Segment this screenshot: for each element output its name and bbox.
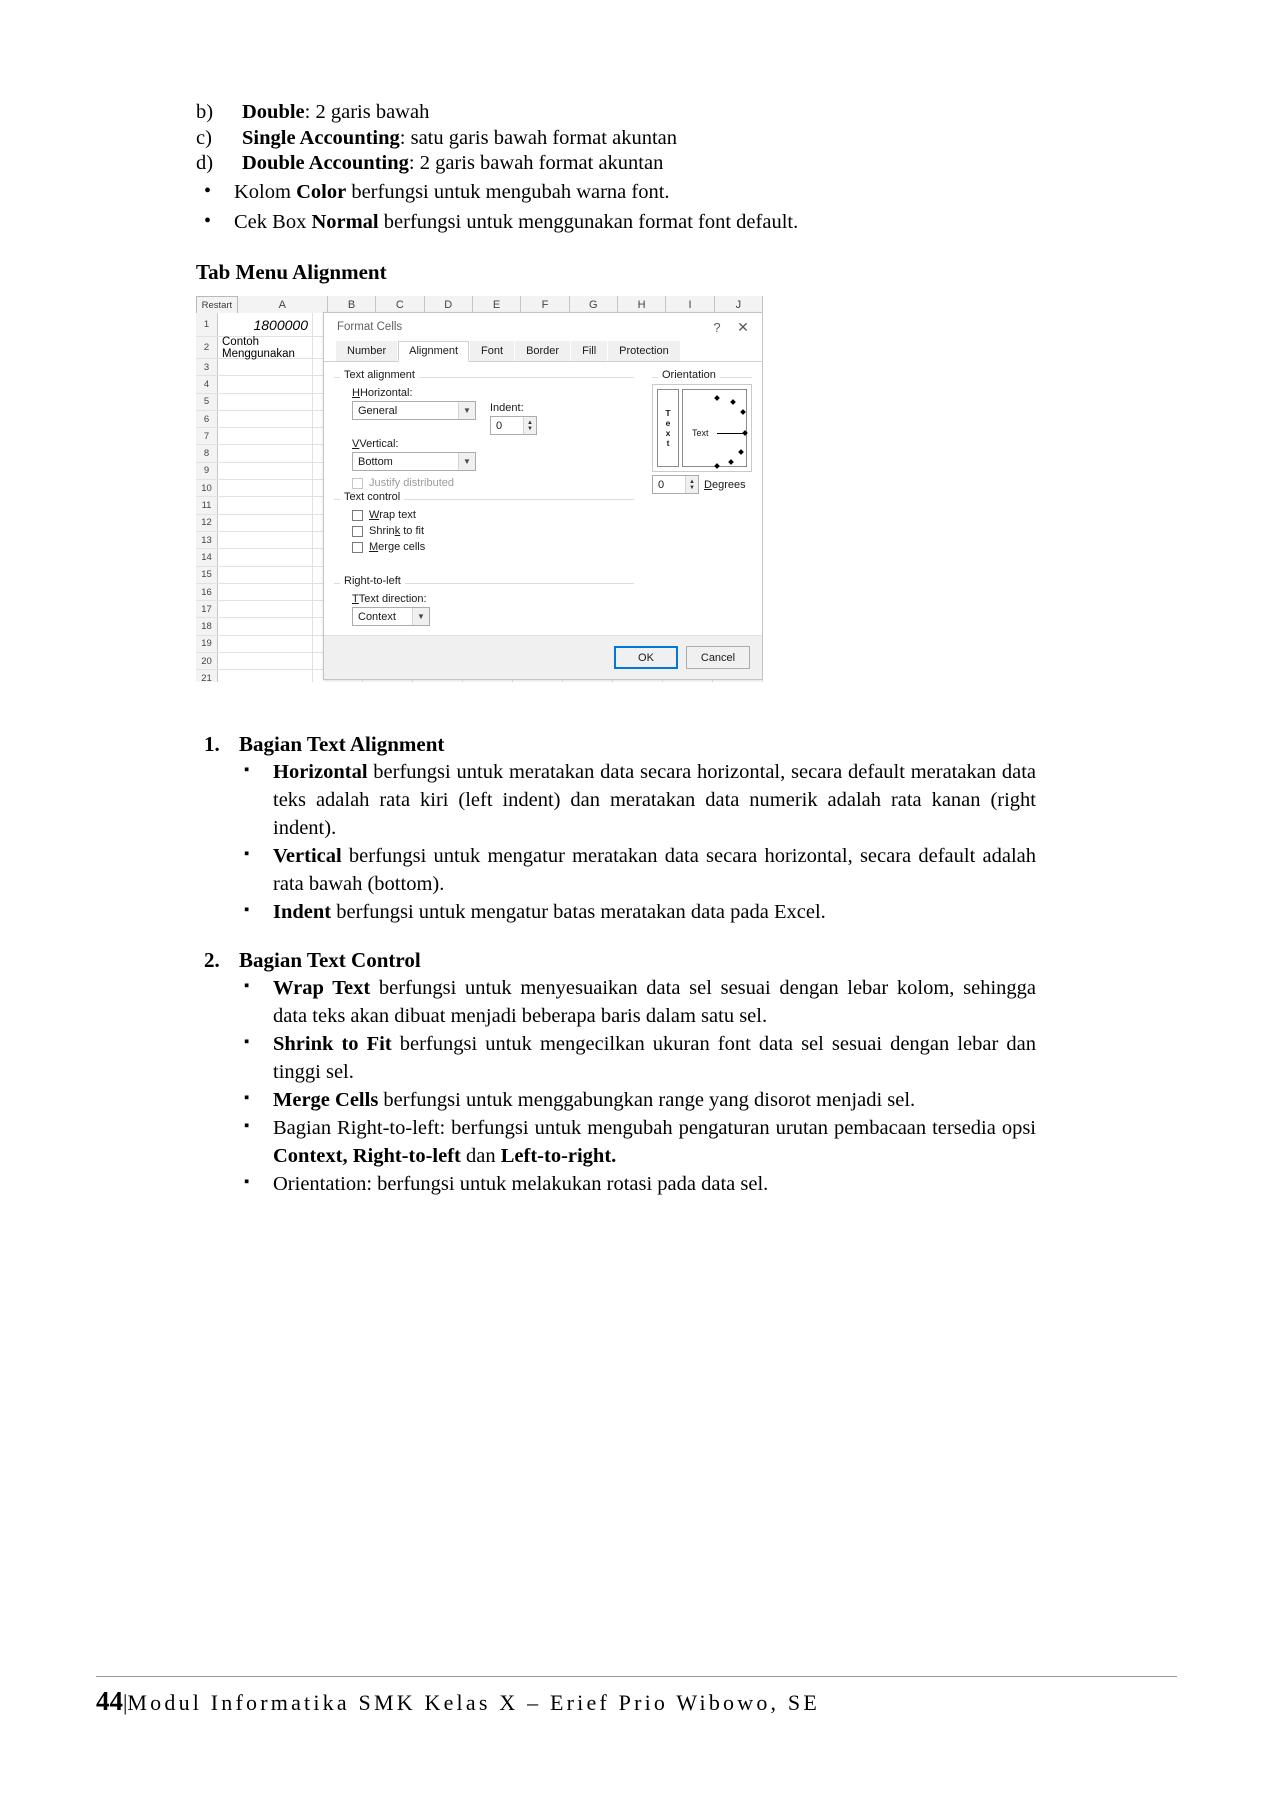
row-header-16[interactable]: 16 [196,584,218,600]
square-marker: ▪ [244,846,250,862]
list-item-bold: Double [242,101,305,123]
text-direction-select[interactable] [352,607,430,626]
item-rest: Bagian Right-to-left: berfungsi untuk mengubah pengaturan urutan pembacaan tersedia opsi [273,1117,1036,1139]
row-header-11[interactable]: 11 [196,497,218,513]
list-item [239,758,1036,842]
bullet-bold: Color [296,180,347,203]
item-bold: Indent [273,901,332,923]
tab-fill[interactable]: Fill [571,341,607,361]
dialog-tab-bar [324,341,762,362]
wrap-text-checkbox[interactable] [352,510,363,521]
cell-a16[interactable] [218,584,313,600]
numbered-section-2 [196,946,1036,1198]
row-header-5[interactable]: 5 [196,394,218,410]
shrink-to-fit-label: Shrink to fit [369,525,425,537]
orientation-group [652,370,752,498]
text-alignment-group [334,370,634,488]
item-bold: Shrink to Fit [273,1033,392,1055]
column-header-row [196,296,763,313]
text-control-group [334,492,634,574]
vertical-text-char-3: x [665,428,671,438]
row-header-14[interactable]: 14 [196,549,218,565]
list-item [239,1030,1036,1086]
item-rest: Orientation: berfungsi untuk melakukan rotasi pada data sel. [273,1173,769,1195]
text-direction-label: TText direction: [352,593,427,605]
square-marker: ▪ [244,1090,250,1106]
cell-a17[interactable] [218,601,313,617]
cell-a21[interactable] [218,670,313,682]
bullet-pre: Cek Box [234,210,312,233]
row-header-3[interactable]: 3 [196,359,218,375]
degrees-value: 0 [658,478,665,491]
item-rest: berfungsi untuk mengecilkan ukuran font data sel sesuai dengan lebar dan tinggi sel. [273,1033,1036,1083]
row-header-20[interactable]: 20 [196,653,218,669]
list-item [239,1114,1036,1170]
row-header-1[interactable]: 1 [196,313,218,336]
list-marker: c) [196,126,212,149]
orientation-group-label: Orientation [658,369,720,381]
section-heading: Tab Menu Alignment [196,259,387,284]
cell-a13[interactable] [218,532,313,548]
dial-marker-dot [742,430,748,436]
vertical-text-char-1: T [665,408,671,418]
dial-marker-dot [714,463,720,469]
dial-needle-icon [717,433,745,434]
tab-border[interactable]: Border [515,341,570,361]
row-header-9[interactable]: 9 [196,463,218,479]
square-marker: ▪ [244,762,250,778]
row-header-21[interactable]: 21 [196,670,218,682]
cell-a5[interactable] [218,394,313,410]
cell-a3[interactable] [218,359,313,375]
cell-a15[interactable] [218,567,313,583]
merge-cells-label: Merge cells [369,541,426,553]
sub-list-alpha [196,100,1041,176]
footer-separator: | [123,1690,128,1715]
chevron-down-icon[interactable]: ▼ [458,402,475,419]
dial-text-label: Text [692,428,709,438]
dial-marker-dot [738,449,744,455]
page-footer [96,1676,1177,1716]
column-header-g[interactable]: G [570,296,618,313]
cell-a9[interactable] [218,463,313,479]
dial-marker-dot [740,409,746,415]
item-bold-2: Context, Right-to-left [273,1145,461,1167]
page-number: 44 [96,1686,123,1716]
list-item [196,126,1041,151]
ok-button[interactable]: OK [614,646,678,669]
cell-a8[interactable] [218,445,313,461]
cell-a20[interactable] [218,653,313,669]
row-header-6[interactable]: 6 [196,411,218,427]
chevron-down-icon[interactable]: ▼ [458,453,475,470]
indent-label: Indent: [490,402,524,414]
list-marker: 2. [204,948,220,972]
item-bold-3: Left-to-right. [500,1145,617,1167]
excel-screenshot [196,296,763,682]
row-header-8[interactable]: 8 [196,445,218,461]
row-header-7[interactable]: 7 [196,428,218,444]
row-header-18[interactable]: 18 [196,618,218,634]
list-item [239,1086,1036,1114]
merge-cells-row[interactable] [352,541,634,553]
format-cells-dialog [323,312,763,680]
cell-a6[interactable] [218,411,313,427]
item-rest-2: dan [460,1145,501,1167]
list-item [239,898,1036,926]
cell-a14[interactable] [218,549,313,565]
item-bold: Merge Cells [273,1089,379,1111]
column-header-a[interactable]: A [238,296,328,313]
spinner-arrows-icon[interactable]: ▲ ▼ [685,476,698,493]
close-icon[interactable]: ✕ [737,318,749,335]
square-marker: ▪ [244,1118,250,1134]
horizontal-row [352,387,634,435]
top-content-block [196,100,1041,289]
column-header-b[interactable]: B [328,296,376,313]
list-item [196,730,1036,926]
item-rest: berfungsi untuk menggabungkan range yang disorot menjadi sel. [378,1089,916,1111]
list-item-bold: Double Accounting [242,152,409,174]
dial-marker-dot [728,459,734,465]
vertical-select[interactable] [352,452,476,471]
tab-number[interactable]: Number [336,341,397,361]
square-marker: ▪ [244,1174,250,1190]
vertical-value: Bottom [358,455,393,468]
item-rest: berfungsi untuk meratakan data secara horizontal, secara default meratakan data teks adalah rata kiri (left indent) dan meratakan data numerik adalah rata kanan (right indent). [273,761,1036,839]
list-item-rest: : 2 garis bawah format akuntan [408,152,664,174]
cell-a7[interactable] [218,428,313,444]
column-header-e[interactable]: E [473,296,521,313]
text-direction-label-text: Text direction: [358,593,427,605]
justify-distributed-row[interactable] [352,477,634,489]
wrap-text-row[interactable] [352,509,634,521]
spinner-arrows-icon[interactable]: ▲ ▼ [523,417,536,434]
list-item-rest: : satu garis bawah format akuntan [399,126,677,149]
column-header-j[interactable]: J [715,296,763,313]
list-marker: d) [196,152,214,174]
text-control-group-label: Text control [340,491,404,503]
degrees-stepper[interactable] [652,475,699,494]
column-header-c[interactable]: C [376,296,424,313]
row-header-12[interactable]: 12 [196,515,218,531]
justify-distributed-checkbox[interactable] [352,478,363,489]
list-item [196,100,1041,125]
footer-text [96,1688,1177,1716]
bullet-pre: Kolom [234,180,297,203]
list-marker: 1. [204,732,220,756]
row-header-4[interactable]: 4 [196,376,218,392]
horizontal-select[interactable] [352,401,476,420]
list-item-bold: Single Accounting [242,126,400,149]
sub-list [239,974,1036,1198]
sub-list [239,758,1036,926]
list-item [239,842,1036,898]
justify-distributed-label: Justify distributed [369,477,454,489]
cell-a10[interactable] [218,480,313,496]
column-header-h[interactable]: H [618,296,666,313]
bullet-list [196,177,1041,237]
merge-cells-checkbox[interactable] [352,542,363,553]
right-to-left-group-label: Right-to-left [340,575,405,587]
item-rest: berfungsi untuk mengatur meratakan data secara horizontal, secara default adalah rata bawah (bottom). [273,845,1036,895]
degrees-row [652,475,746,494]
list-item [196,151,1041,176]
orientation-control[interactable] [652,384,752,472]
cell-a11[interactable] [218,497,313,513]
cell-a2[interactable]: Contoh Menggunakan [218,337,313,358]
square-marker: ▪ [244,902,250,918]
cell-a12[interactable] [218,515,313,531]
item-bold: Vertical [273,845,342,867]
list-item [196,207,1041,237]
indent-value: 0 [496,419,503,432]
column-header-i[interactable]: I [666,296,714,313]
numbered-section-1 [196,730,1036,926]
bottom-content-block [196,730,1036,1198]
chevron-down-icon[interactable]: ▼ [412,608,429,625]
dialog-title: Format Cells [337,321,403,333]
list-marker: b) [196,101,214,123]
row-header-13[interactable]: 13 [196,532,218,548]
bullet-marker: • [204,209,212,232]
vertical-text-char-4: t [666,438,670,448]
item-bold: Wrap Text [273,977,371,999]
name-box[interactable]: Restart [196,296,238,313]
square-marker: ▪ [244,1034,250,1050]
bullet-bold: Normal [311,210,379,233]
item-rest: berfungsi untuk mengatur batas meratakan data pada Excel. [331,901,826,923]
square-marker: ▪ [244,978,250,994]
footer-divider [96,1676,1177,1677]
row-header-15[interactable]: 15 [196,567,218,583]
wrap-text-label: Wrap text [369,509,416,521]
footer-title: Modul Informatika SMK Kelas X – Erief Prio Wibowo, SE [127,1690,820,1715]
cancel-button[interactable]: Cancel [686,646,750,669]
vertical-text-char-2: e [665,418,671,428]
tab-alignment[interactable]: Alignment [398,341,469,362]
text-alignment-group-label: Text alignment [340,369,419,381]
item-bold: Horizontal [273,761,368,783]
shrink-to-fit-checkbox[interactable] [352,526,363,537]
section-title: Bagian Text Control [239,948,421,972]
bullet-rest: berfungsi untuk menggunakan format font default. [378,210,799,233]
dial-marker-dot [730,399,736,405]
horizontal-label-text: Horizontal: [359,387,413,399]
horizontal-value: General [358,404,398,417]
list-item [239,1170,1036,1198]
horizontal-label: HHorizontal: [352,387,413,399]
row-header-10[interactable]: 10 [196,480,218,496]
help-icon[interactable]: ? [713,319,721,335]
column-header-d[interactable]: D [425,296,473,313]
indent-stepper[interactable] [490,416,537,435]
text-alignment-fields [334,370,634,489]
cell-a19[interactable] [218,636,313,652]
list-item [196,177,1041,207]
right-to-left-group [334,576,634,636]
rotation-dial[interactable] [682,389,747,467]
dial-marker-dot [714,395,720,401]
shrink-to-fit-row[interactable] [352,525,634,537]
text-direction-value: Context [358,610,396,623]
vertical-label: VVertical: [352,438,399,450]
dialog-title-bar [324,313,762,341]
cell-a1[interactable]: 1800000 [218,313,313,336]
vertical-text-button[interactable] [657,389,679,467]
list-item [239,974,1036,1030]
degrees-label: Degrees [704,478,746,491]
cell-a18[interactable] [218,618,313,634]
bullet-marker: • [204,179,212,202]
list-item [196,946,1036,1198]
row-header-17[interactable]: 17 [196,601,218,617]
list-item-rest: : 2 garis bawah [304,101,430,123]
column-header-f[interactable]: F [521,296,569,313]
dialog-body [324,362,762,649]
tab-font[interactable]: Font [470,341,514,361]
vertical-label-text: Vertical: [359,438,399,450]
section-title: Bagian Text Alignment [239,732,445,756]
cell-a4[interactable] [218,376,313,392]
item-rest: berfungsi untuk menyesuaikan data sel sesuai dengan lebar kolom, sehingga data teks akan dibuat menjadi beberapa baris dalam satu sel. [273,977,1036,1027]
dialog-footer [324,635,762,679]
bullet-rest: berfungsi untuk mengubah warna font. [346,180,670,203]
tab-protection[interactable]: Protection [608,341,680,361]
row-header-2[interactable]: 2 [196,337,218,358]
row-header-19[interactable]: 19 [196,636,218,652]
